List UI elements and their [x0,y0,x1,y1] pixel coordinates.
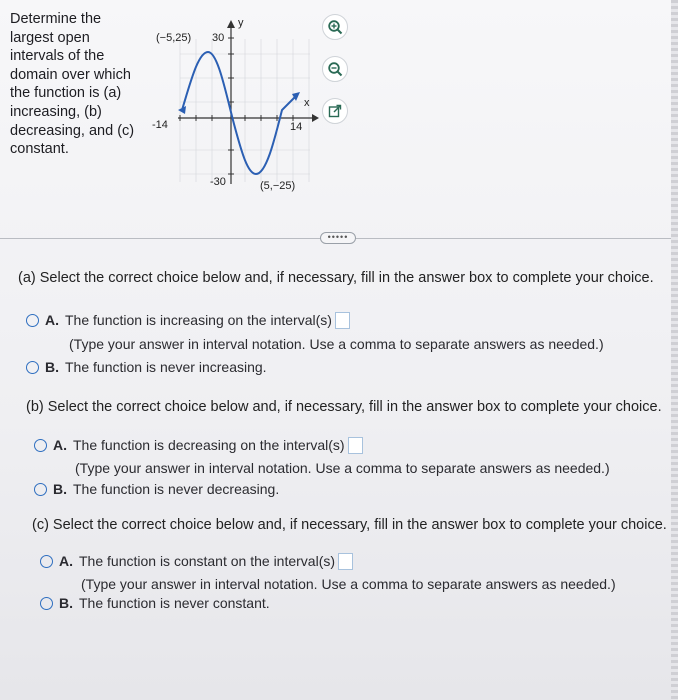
y-max-label: 30 [212,32,225,44]
part-c-option-a-hint: (Type your answer in interval notation. Use a comma to separate answers as needed.) [81,576,616,592]
x-axis-label: x [304,97,310,109]
part-a-option-a-letter: A. [45,312,59,328]
y-axis-label: y [238,17,244,29]
part-a-option-b-text: The function is never increasing. [65,359,267,375]
part-b-option-b-letter: B. [53,481,67,497]
part-a-option-b-letter: B. [45,359,59,375]
part-b-option-a[interactable] [34,437,363,454]
part-c-option-a-radio[interactable] [40,555,53,568]
question-text: Determine the largest open intervals of the domain over which the function is (a) increasing, (b) decreasing, and (c) constant. [10,11,135,158]
zoom-in-button[interactable] [322,14,348,40]
part-c-answer-box[interactable] [338,553,353,570]
graph-svg [150,14,320,199]
max-point-label: (−5,25) [156,32,192,44]
part-c-option-b-text: The function is never constant. [79,595,270,611]
more-button[interactable]: ••••• [320,232,356,244]
part-b-option-b[interactable] [34,481,279,497]
zoom-out-button[interactable] [322,56,348,82]
part-b-option-a-letter: A. [53,437,67,453]
part-b-option-a-hint: (Type your answer in interval notation. Use a comma to separate answers as needed.) [75,460,610,476]
part-a-option-a-radio[interactable] [26,314,39,327]
popout-button[interactable] [322,98,348,124]
part-c-option-a-text: The function is constant on the interval(s) [79,553,336,569]
part-a-option-b-radio[interactable] [26,361,39,374]
part-c-option-a-letter: A. [59,553,73,569]
part-b-option-b-text: The function is never decreasing. [73,481,280,497]
part-a-option-a-hint: (Type your answer in interval notation. Use a comma to separate answers as needed.) [69,336,604,352]
part-a-option-a[interactable] [26,312,350,329]
min-point-label: (5,−25) [260,180,296,192]
part-c-option-b-letter: B. [59,595,73,611]
zoom-out-icon [327,61,343,77]
part-a-answer-box[interactable] [335,312,350,329]
part-c-option-a[interactable] [40,553,353,570]
zoom-in-icon [327,19,343,35]
part-b-option-a-text: The function is decreasing on the interval(s) [73,437,345,453]
x-min-label: -14 [152,119,168,131]
part-c-prompt: (c) Select the correct choice below and, if necessary, fill in the answer box to complete your choice. [32,517,667,533]
part-b-option-b-radio[interactable] [34,483,47,496]
part-b-option-a-radio[interactable] [34,439,47,452]
part-b-prompt: (b) Select the correct choice below and, if necessary, fill in the answer box to complete your choice. [26,399,662,415]
part-c-option-b-radio[interactable] [40,597,53,610]
part-a-option-b[interactable] [26,359,267,375]
graph-tools [322,14,352,140]
part-a-option-a-text: The function is increasing on the interval(s) [65,312,332,328]
popout-icon [328,104,342,118]
x-max-label: 14 [290,121,303,133]
function-curve [182,52,296,174]
part-b-answer-box[interactable] [348,437,363,454]
function-graph [150,14,320,199]
screen-edge [671,0,678,700]
y-min-label: -30 [210,176,226,188]
part-c-option-b[interactable] [40,595,270,611]
part-a-prompt: (a) Select the correct choice below and, if necessary, fill in the answer box to complete your choice. [18,270,654,286]
